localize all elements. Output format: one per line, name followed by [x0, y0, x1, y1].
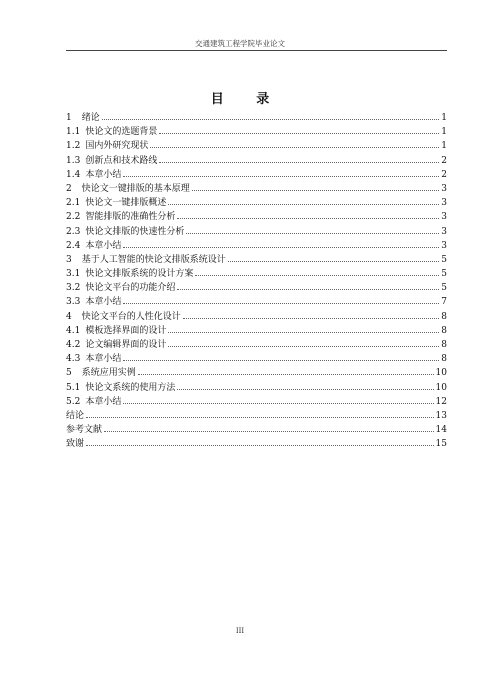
toc-entry-page: 10: [435, 382, 447, 393]
toc-entry-number: 2.1: [66, 198, 81, 209]
toc-leader-dots: [86, 444, 434, 446]
toc-leader-dots: [228, 260, 439, 262]
toc-entry-number: 1.4: [66, 169, 81, 180]
toc-entry-page: 1: [441, 127, 447, 138]
toc-entry-title: 本章小结: [85, 396, 122, 407]
toc-entry[interactable]: [66, 437, 447, 451]
toc-entry-number: 4.1: [66, 325, 81, 336]
toc-entry-title: 本章小结: [85, 354, 122, 365]
toc-entry-page: 8: [441, 340, 447, 350]
toc-leader-dots: [168, 203, 439, 205]
toc-leader-dots: [177, 388, 433, 390]
toc-entry-title: 本章小结: [85, 240, 122, 251]
toc-entry-number: 1.3: [66, 155, 81, 166]
toc-leader-dots: [159, 132, 439, 134]
toc-entry-title: 快论文一键排版的基本原理: [81, 183, 190, 194]
toc-entry-number: 5: [66, 368, 72, 379]
toc-entry-title: 基于人工智能的快论文排版系统设计: [81, 254, 226, 265]
toc-entry-page: 15: [435, 439, 447, 450]
toc-entry-number: 2.4: [66, 240, 81, 251]
toc-entry-title: 本章小结: [85, 169, 122, 180]
toc-leader-dots: [138, 373, 434, 375]
toc-entry-page: 3: [441, 183, 447, 194]
toc-leader-dots: [192, 189, 439, 191]
page-title: 目 录: [210, 92, 284, 107]
toc-entry[interactable]: [66, 395, 447, 409]
toc-entry[interactable]: [66, 168, 447, 182]
toc-entry-page: 12: [435, 396, 447, 407]
toc-leader-dots: [159, 161, 439, 163]
toc-entry-title: 快论文的选题背景: [85, 127, 158, 138]
toc-entry-title: 结论: [66, 410, 85, 421]
toc-leader-dots: [150, 146, 439, 148]
toc-entry-title: 绪论: [81, 113, 100, 123]
toc-entry-number: 4.2: [66, 340, 81, 350]
toc-entry-page: 8: [441, 311, 447, 322]
toc-entry-number: 3.3: [66, 297, 81, 308]
toc-entry-page: 2: [441, 155, 447, 166]
toc-leader-dots: [195, 274, 439, 276]
toc-entry[interactable]: [66, 281, 447, 295]
toc-entry-page: 8: [441, 325, 447, 336]
toc-leader-dots: [177, 217, 439, 219]
toc-entry-number: 5.1: [66, 382, 81, 393]
toc-entry-page: 13: [435, 410, 447, 421]
toc-entry-title: 国内外研究现状: [85, 141, 149, 152]
toc-entry[interactable]: [66, 225, 447, 239]
toc-entry[interactable]: [66, 409, 447, 423]
toc-entry-title: 快论文平台的功能介绍: [85, 283, 176, 294]
toc-entry[interactable]: [66, 196, 447, 210]
toc-entry-page: 5: [441, 283, 447, 294]
toc-entry-number: 2.3: [66, 226, 81, 237]
toc-entry[interactable]: [66, 111, 447, 125]
toc-entry-page: 3: [441, 198, 447, 209]
toc-entry-title: 论文编辑界面的设计: [85, 340, 167, 350]
toc-entry-title: 快论文排版系统的设计方案: [85, 269, 194, 280]
toc-leader-dots: [86, 416, 434, 418]
toc-entry-title: 系统应用实例: [81, 368, 136, 379]
toc-leader-dots: [123, 359, 439, 361]
toc-entry-title: 创新点和技术路线: [85, 155, 158, 166]
toc-entry-page: 2: [441, 169, 447, 180]
toc-entry-page: 7: [441, 297, 447, 308]
toc-entry-page: 8: [441, 354, 447, 365]
toc-entry-title: 致谢: [66, 439, 85, 450]
toc-leader-dots: [123, 246, 439, 248]
toc-entry-page: 10: [435, 368, 447, 379]
toc-entry[interactable]: [66, 239, 447, 253]
table-of-contents: [66, 111, 447, 452]
toc-entry-page: 3: [441, 212, 447, 223]
toc-leader-dots: [123, 302, 439, 304]
toc-leader-dots: [177, 288, 439, 290]
toc-entry[interactable]: [66, 366, 447, 380]
toc-leader-dots: [183, 317, 439, 319]
toc-entry[interactable]: [66, 381, 447, 395]
toc-leader-dots: [123, 175, 439, 177]
toc-entry-title: 快论文平台的人性化设计: [81, 311, 181, 322]
toc-entry-number: 3.1: [66, 269, 81, 280]
toc-entry-title: 快论文排版的快速性分析: [85, 226, 185, 237]
toc-entry-page: 1: [441, 141, 447, 152]
toc-entry[interactable]: [66, 125, 447, 139]
toc-entry-page: 3: [441, 226, 447, 237]
toc-entry-title: 快论文一键排版概述: [85, 198, 167, 209]
toc-entry-title: 参考文献: [66, 425, 103, 436]
toc-entry-number: 5.2: [66, 396, 81, 407]
toc-entry-title: 模板选择界面的设计: [85, 325, 167, 336]
toc-entry[interactable]: [66, 182, 447, 196]
toc-entry-page: 1: [441, 113, 447, 123]
toc-entry-number: 3: [66, 254, 72, 265]
toc-entry-number: 1: [66, 113, 72, 123]
toc-entry[interactable]: [66, 139, 447, 153]
toc-leader-dots: [168, 331, 439, 333]
toc-entry[interactable]: [66, 338, 447, 352]
page-header: 交通建筑工程学院毕业论文: [195, 39, 285, 48]
toc-entry-number: 2: [66, 183, 72, 194]
toc-entry-number: 3.2: [66, 283, 81, 294]
page-number: III: [235, 627, 245, 635]
toc-entry-page: 3: [441, 240, 447, 251]
toc-entry[interactable]: [66, 352, 447, 366]
toc-leader-dots: [104, 430, 434, 432]
toc-entry-page: 14: [435, 425, 447, 436]
toc-entry[interactable]: [66, 253, 447, 267]
toc-entry-number: 2.2: [66, 212, 81, 223]
header-rule: [66, 50, 447, 51]
toc-leader-dots: [168, 345, 439, 347]
toc-entry[interactable]: [66, 210, 447, 224]
toc-leader-dots: [102, 118, 439, 120]
toc-entry[interactable]: [66, 267, 447, 281]
toc-entry[interactable]: [66, 324, 447, 338]
toc-entry-number: 1.2: [66, 141, 81, 152]
toc-entry-number: 4.3: [66, 354, 81, 365]
toc-leader-dots: [123, 402, 433, 404]
toc-entry[interactable]: [66, 423, 447, 437]
toc-leader-dots: [186, 232, 439, 234]
toc-entry-title: 本章小结: [85, 297, 122, 308]
toc-entry[interactable]: [66, 154, 447, 168]
toc-entry[interactable]: [66, 310, 447, 324]
toc-entry-page: 5: [441, 254, 447, 265]
toc-entry-number: 1.1: [66, 127, 81, 138]
toc-entry[interactable]: [66, 295, 447, 309]
toc-entry-title: 快论文系统的使用方法: [85, 382, 176, 393]
toc-entry-page: 5: [441, 269, 447, 280]
toc-entry-number: 4: [66, 311, 72, 322]
toc-entry-title: 智能排版的准确性分析: [85, 212, 176, 223]
